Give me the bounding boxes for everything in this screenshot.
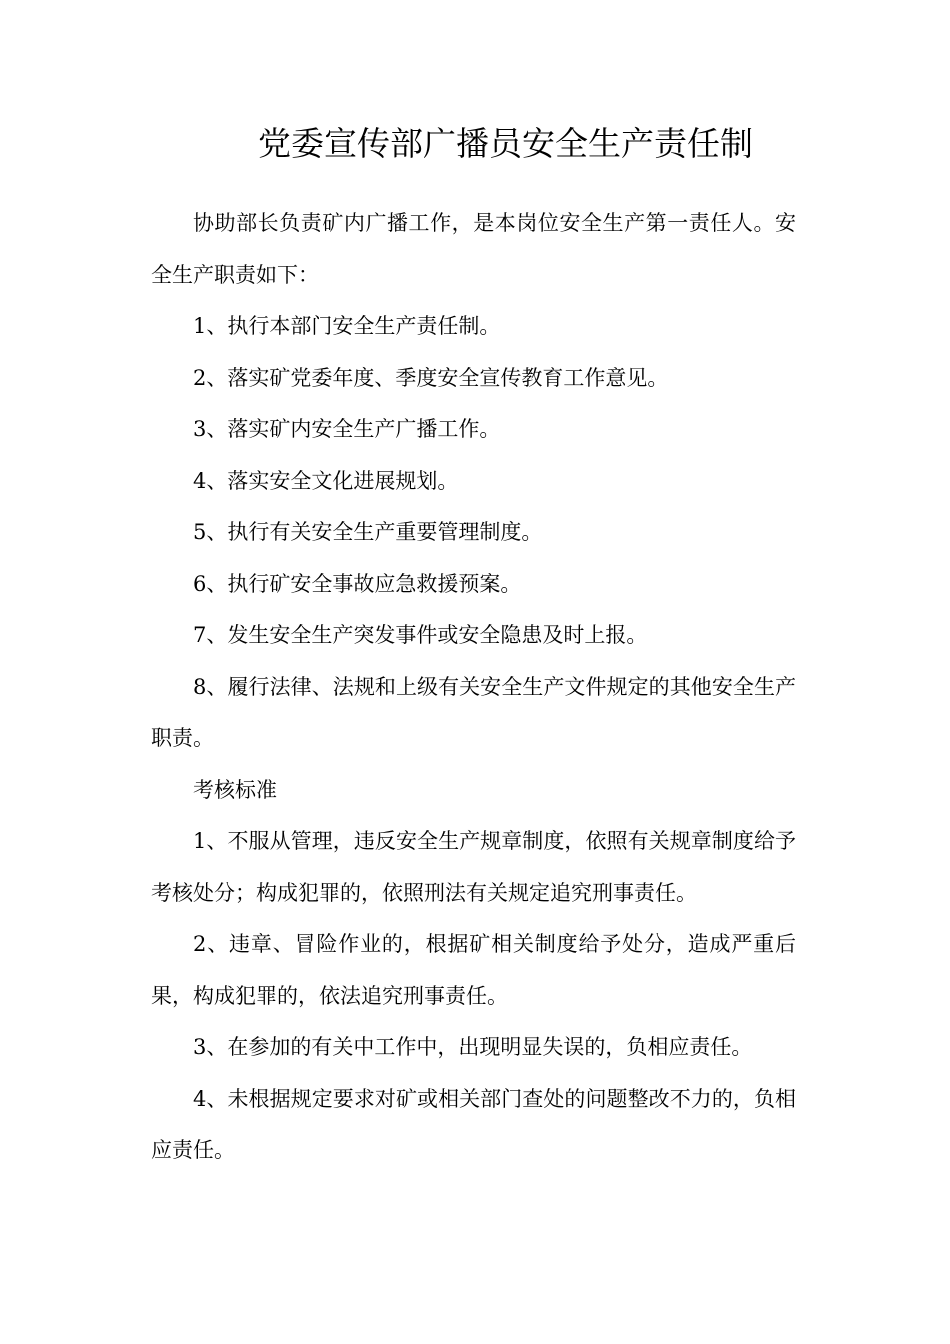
duty-item-8: 8、履行法律、法规和上级有关安全生产文件规定的其他安全生产职责。 [151, 674, 796, 750]
assessment-heading: 考核标准 [193, 777, 277, 802]
intro-paragraph: 协助部长负责矿内广播工作，是本岗位安全生产第一责任人。安全生产职责如下： [151, 211, 796, 287]
assessment-item-4: 4、未根据规定要求对矿或相关部门查处的问题整改不力的，负相应责任。 [151, 1086, 796, 1162]
duty-item-2: 2、落实矿党委年度、季度安全宣传教育工作意见。 [193, 365, 669, 390]
assessment-item-2: 2、违章、冒险作业的，根据矿相关制度给予处分，造成严重后果，构成犯罪的，依法追究刑事责任。 [151, 932, 796, 1008]
duty-item-1: 1、执行本部门安全生产责任制。 [193, 314, 501, 338]
assessment-item-1: 1、不服从管理，违反安全生产规章制度，依照有关规章制度给予考核处分；构成犯罪的，依照刑法有关规定追究刑事责任。 [151, 829, 796, 905]
duty-item-3: 3、落实矿内安全生产广播工作。 [193, 417, 501, 441]
document-body [151, 198, 796, 1177]
document-title: 党委宣传部广播员安全生产责任制 [258, 124, 753, 163]
duty-item-7: 7、发生安全生产突发事件或安全隐患及时上报。 [193, 623, 648, 647]
assessment-item-3: 3、在参加的有关中工作中，出现明显失误的，负相应责任。 [193, 1035, 753, 1059]
duty-item-5: 5、执行有关安全生产重要管理制度。 [193, 520, 543, 544]
duty-item-6: 6、执行矿安全事故应急救援预案。 [193, 571, 522, 596]
duty-item-4: 4、落实安全文化进展规划。 [193, 468, 459, 493]
